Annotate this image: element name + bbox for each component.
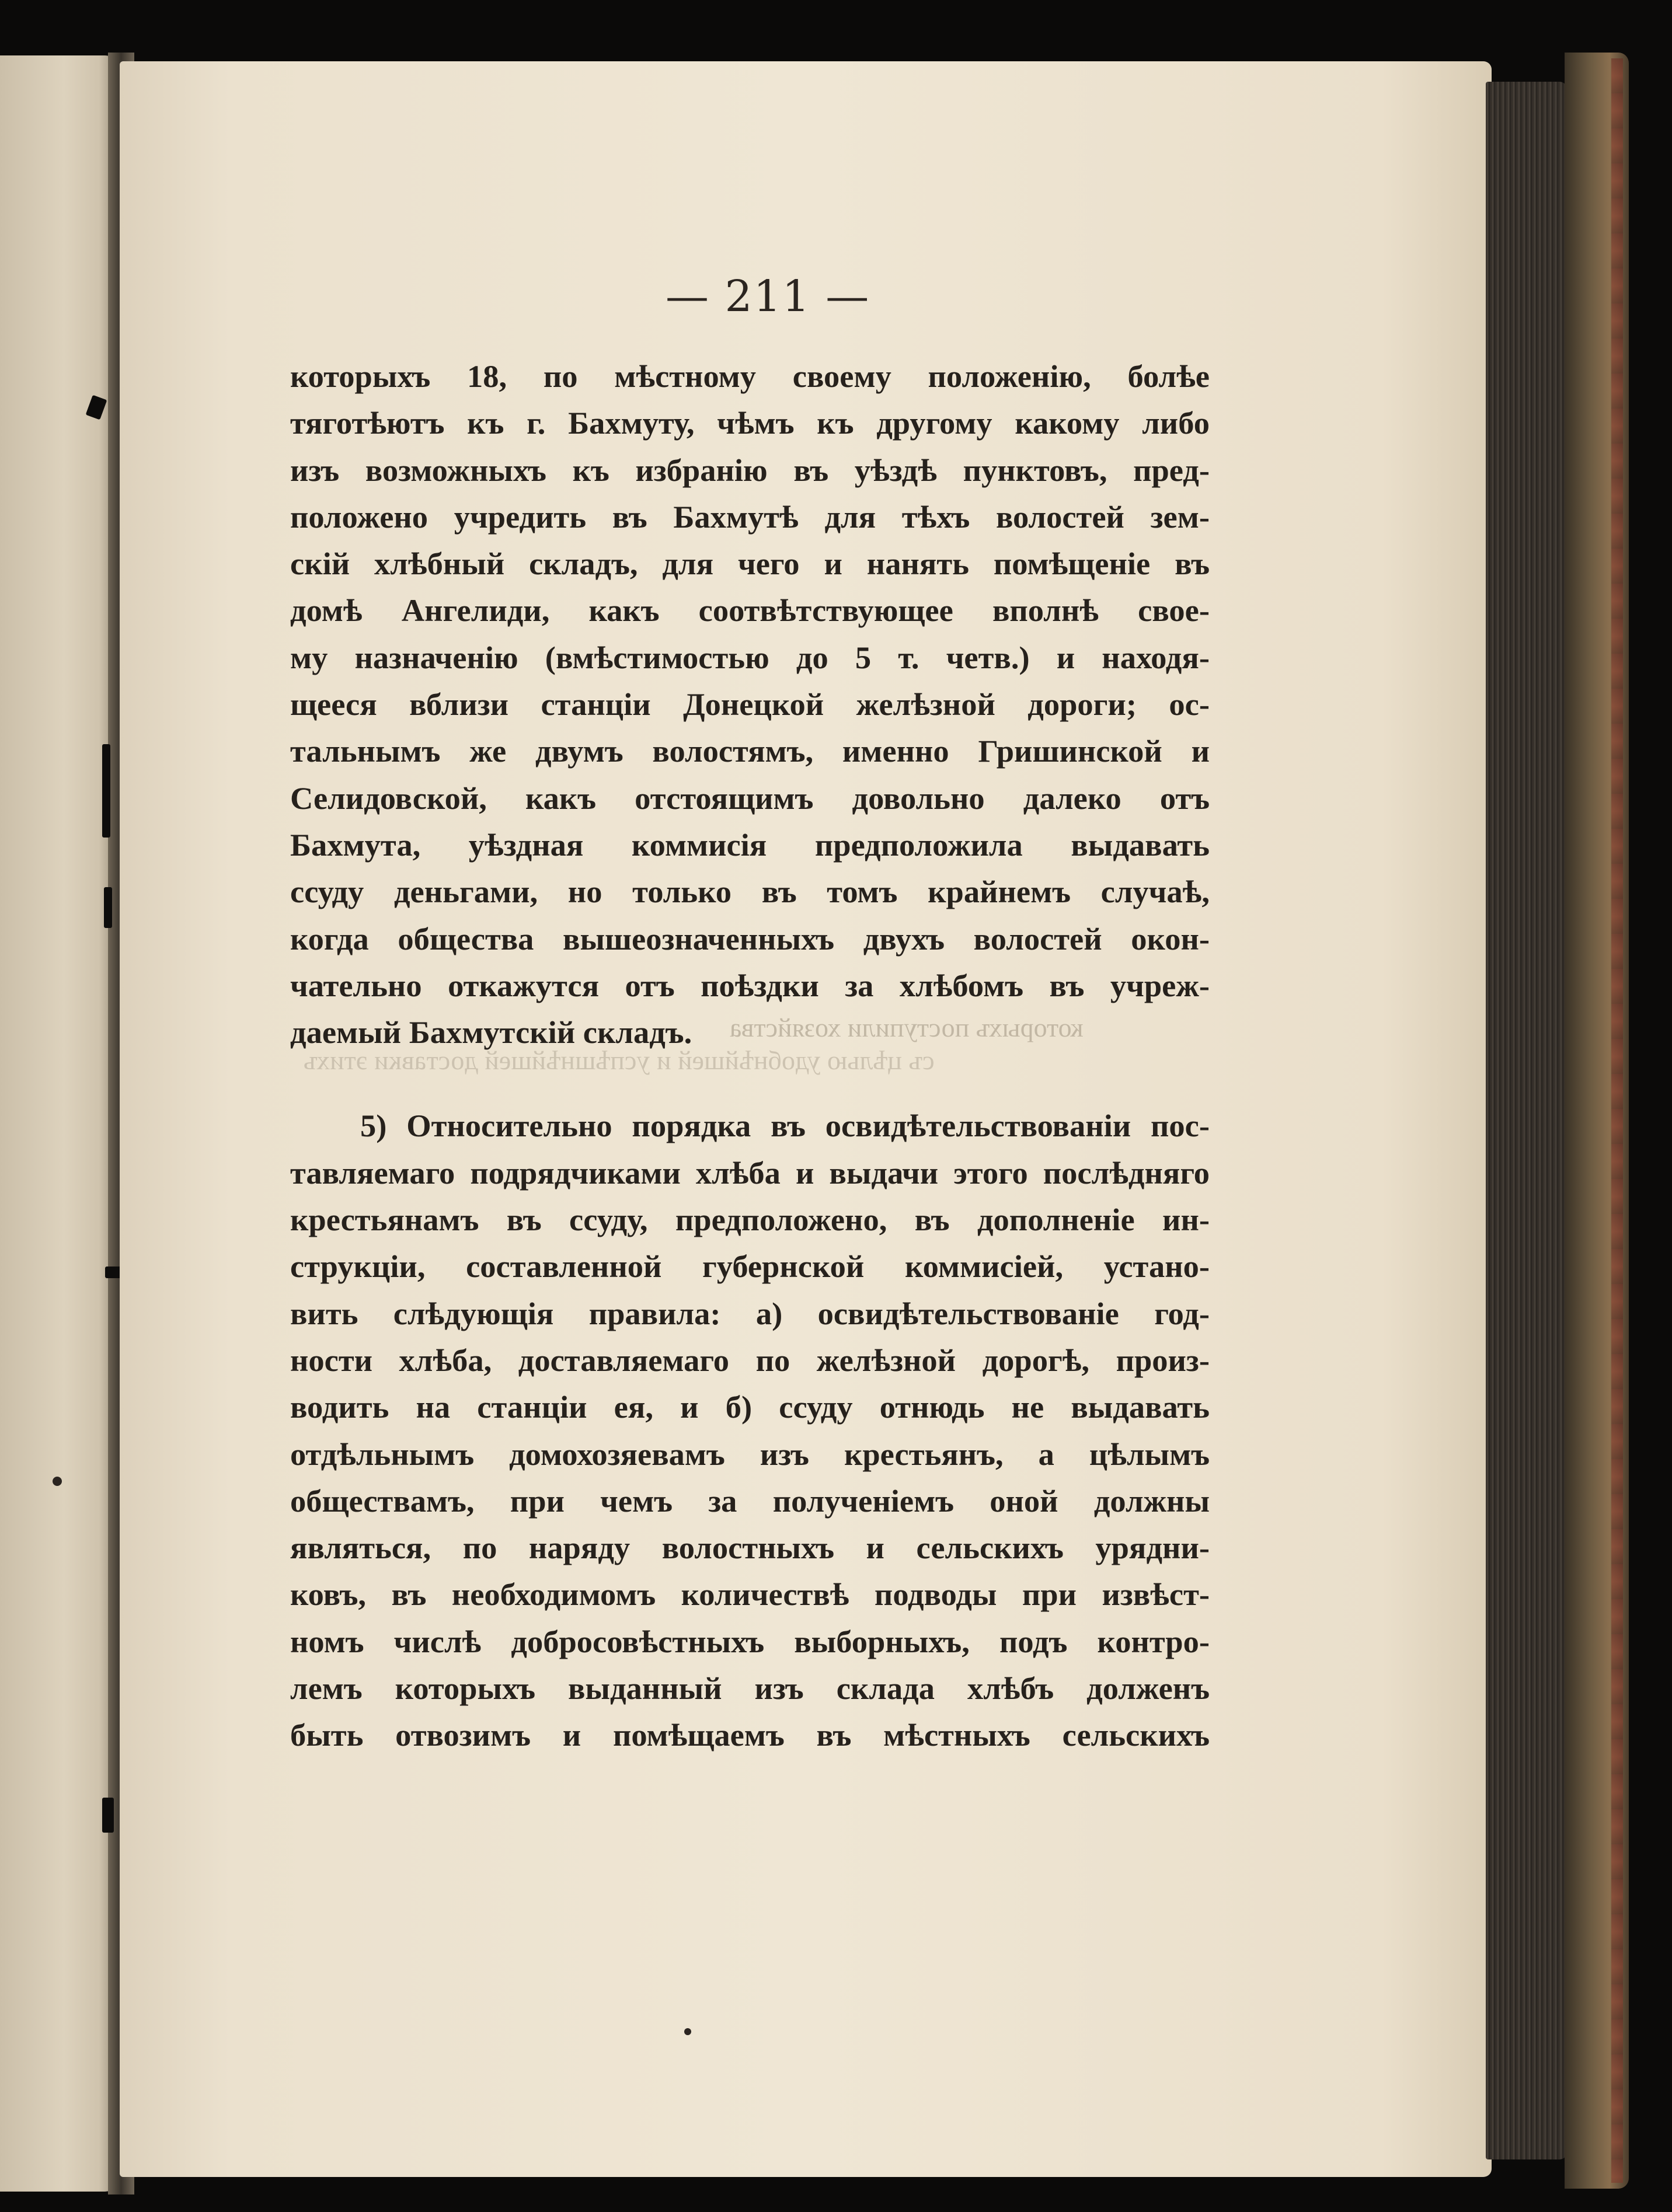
text-line: скій хлѣбный складъ, для чего и нанять помѣщеніе въ <box>290 546 1210 582</box>
text-line: 5) Относительно порядка въ освидѣтельствованіи пос- <box>360 1108 1210 1144</box>
page-edges <box>1486 82 1568 2159</box>
text-line: ссуду деньгами, но только въ томъ крайнемъ случаѣ, <box>290 874 1210 910</box>
text-line: Бахмута, уѣздная коммисія предположила выдавать <box>290 826 1210 863</box>
show-through-text: которыхъ поступили хозяйства <box>730 1013 1084 1042</box>
text-line: струкціи, составленной губернской коммисіей, устано- <box>290 1248 1210 1285</box>
text-line: когда общества вышеозначенныхъ двухъ волостей окон- <box>290 920 1210 957</box>
text-line: положено учредить въ Бахмутѣ для тѣхъ волостей зем- <box>290 498 1210 535</box>
binding-thread <box>102 1798 114 1833</box>
body-text <box>290 353 1210 1759</box>
text-line: щееся вблизи станціи Донецкой желѣзной дороги; ос- <box>290 686 1210 723</box>
text-line: вить слѣдующія правила: а) освидѣтельствованіе год- <box>290 1295 1210 1331</box>
text-line: отдѣльнымъ домохозяевамъ изъ крестьянъ, а цѣлымъ <box>290 1436 1210 1472</box>
text-line: чательно откажутся отъ поѣздки за хлѣбомъ въ учреж- <box>290 967 1210 1003</box>
page-number: — 211 — <box>666 271 870 322</box>
text-line: му назначенію (вмѣстимостью до 5 т. четв.) и находя- <box>290 639 1210 675</box>
text-line: домѣ Ангелиди, какъ соотвѣтствующее вполнѣ свое- <box>290 592 1210 629</box>
cover-edge <box>1611 58 1623 2183</box>
text-line: ковъ, въ необходимомъ количествѣ подводы при извѣст- <box>290 1576 1210 1613</box>
text-line: тяготѣютъ къ г. Бахмуту, чѣмъ къ другому какому либо <box>290 405 1210 441</box>
left-page <box>0 55 117 2192</box>
text-line: крестьянамъ въ ссуду, предположено, въ дополненіе ин- <box>290 1202 1210 1238</box>
text-line: быть отвозимъ и помѣщаемъ въ мѣстныхъ сельскихъ <box>290 1717 1210 1753</box>
text-line: тавляемаго подрядчиками хлѣба и выдачи этого послѣдняго <box>290 1154 1210 1191</box>
paragraph-gap <box>290 1056 1210 1102</box>
text-line: которыхъ 18, по мѣстному своему положенію, болѣе <box>290 358 1210 394</box>
text-line: обществамъ, при чемъ за полученіемъ оной должны <box>290 1482 1210 1519</box>
ink-spot <box>684 2028 691 2035</box>
text-line: являться, по наряду волостныхъ и сельскихъ урядни- <box>290 1530 1210 1566</box>
binding-thread <box>104 887 112 928</box>
ink-spot <box>53 1477 62 1486</box>
text-line: даемый Бахмутскій складъ. <box>290 1014 692 1051</box>
text-line: ности хлѣба, доставляемаго по желѣзной дорогѣ, произ- <box>290 1342 1210 1378</box>
text-line: номъ числѣ добросовѣстныхъ выборныхъ, подъ контро- <box>290 1623 1210 1659</box>
text-line: тальнымъ же двумъ волостямъ, именно Гришинской и <box>290 733 1210 769</box>
text-line: Селидовской, какъ отстоящимъ довольно далеко отъ <box>290 780 1210 816</box>
text-line: водить на станціи ея, и б) ссуду отнюдь не выдавать <box>290 1389 1210 1425</box>
text-line: лемъ которыхъ выданный изъ склада хлѣбъ долженъ <box>290 1670 1210 1707</box>
text-line: изъ возможныхъ къ избранію въ уѣздѣ пунктовъ, пред- <box>290 452 1210 488</box>
show-through-text: съ цѣлью удобнѣйшей и успѣшнѣйшей доставки этихъ <box>304 1045 935 1075</box>
binding-thread <box>102 744 110 838</box>
